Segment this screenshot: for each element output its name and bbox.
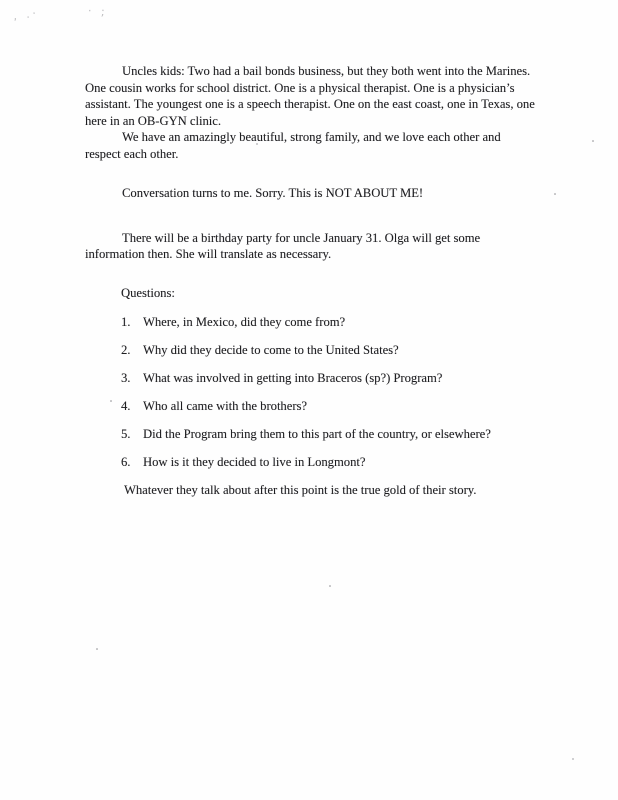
scan-noise-speck: [592, 140, 594, 142]
questions-list: [85, 314, 590, 471]
scan-noise-speck: [572, 758, 574, 760]
question-item: [85, 398, 590, 415]
question-text: How is it they decided to live in Longmont?: [143, 455, 366, 469]
question-number: 2.: [121, 343, 131, 357]
handwritten-pencil-mark: · ;: [87, 4, 109, 19]
text-line: We have an amazingly beautiful, strong family, and we love each other and: [122, 130, 501, 144]
question-number: 6.: [121, 455, 131, 469]
question-number: 4.: [121, 399, 131, 413]
text-line: Uncles kids: Two had a bail bonds business, but they both went into the Marines.: [122, 64, 531, 78]
question-item: [85, 370, 590, 387]
closing-note: Whatever they talk about after this point is the true gold of their story.: [124, 482, 477, 497]
question-text: What was involved in getting into Braceros (sp?) Program?: [143, 371, 443, 385]
text-line: assistant. The youngest one is a speech therapist. One on the east coast, one in Texas, one: [85, 97, 535, 111]
question-number: 3.: [121, 371, 131, 385]
document-content: [85, 63, 590, 498]
question-text: Did the Program bring them to this part of the country, or elsewhere?: [143, 427, 491, 441]
question-number: 1.: [121, 315, 131, 329]
text-line: There will be a birthday party for uncle January 31. Olga will get some: [122, 230, 481, 245]
paragraph-birthday-party: [85, 230, 590, 263]
text-line: Conversation turns to me. Sorry. This is NOT ABOUT ME!: [122, 186, 424, 200]
paragraph-conversation: [85, 185, 590, 202]
handwritten-pencil-mark: , .·: [12, 6, 40, 23]
text-line: respect each other.: [85, 146, 179, 161]
questions-heading: Questions:: [121, 285, 175, 300]
scan-noise-speck: [329, 585, 331, 587]
question-item: [85, 426, 590, 443]
question-item: [85, 342, 590, 359]
text-line: information then. She will translate as necessary.: [85, 247, 332, 261]
question-item: [85, 314, 590, 331]
question-text: Who all came with the brothers?: [143, 399, 308, 413]
question-number: 5.: [121, 427, 131, 441]
paragraph-uncles-kids: [85, 63, 590, 129]
question-text: Where, in Mexico, did they come from?: [143, 315, 346, 329]
question-item: [85, 454, 590, 471]
question-text: Why did they decide to come to the United States?: [143, 343, 399, 357]
scan-noise-speck: [96, 648, 98, 650]
text-line: One cousin works for school district. One is a physical therapist. One is a physician’s: [85, 80, 515, 95]
text-line: here in an OB-GYN clinic.: [85, 113, 222, 128]
paragraph-family-love: [85, 129, 590, 162]
